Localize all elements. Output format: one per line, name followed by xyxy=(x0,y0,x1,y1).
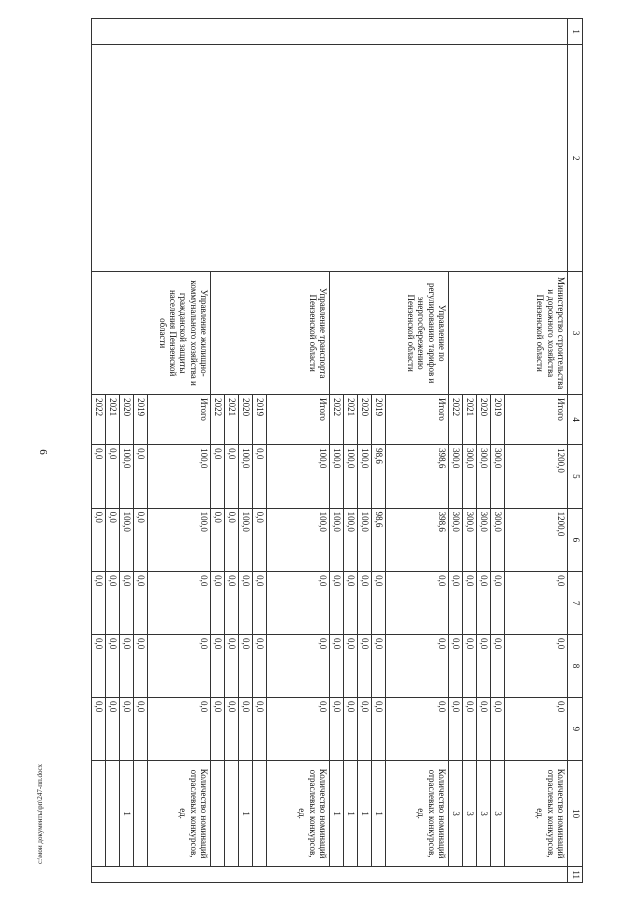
value-c9: 0,0 xyxy=(267,697,330,760)
col11-cell xyxy=(92,867,568,883)
value-c7: 0,0 xyxy=(449,572,463,635)
value-c7: 0,0 xyxy=(148,572,211,635)
value-c10: 1 xyxy=(372,760,386,867)
value-c10: 1 xyxy=(120,760,134,867)
value-c5: 100,0 xyxy=(239,445,253,509)
rotated-table-container xyxy=(90,18,583,883)
value-c8: 0,0 xyxy=(253,635,267,698)
value-c5: 100,0 xyxy=(148,445,211,509)
value-c7: 0,0 xyxy=(372,572,386,635)
value-c6: 1200,0 xyxy=(505,508,568,572)
department-name: Управление транспорта Пензенской области xyxy=(211,272,330,395)
value-c5: 0,0 xyxy=(225,445,239,509)
year-cell: 2021 xyxy=(106,395,120,445)
value-c7: 0,0 xyxy=(134,572,148,635)
value-c9: 0,0 xyxy=(386,697,449,760)
col2-cell xyxy=(92,45,568,272)
value-c5: 0,0 xyxy=(253,445,267,509)
total-label: Итого xyxy=(386,395,449,445)
value-c8: 0,0 xyxy=(505,635,568,698)
value-c5: 398,6 xyxy=(386,445,449,509)
value-c8: 0,0 xyxy=(372,635,386,698)
value-c10 xyxy=(225,760,239,867)
total-label: Итого xyxy=(148,395,211,445)
value-c6: 300,0 xyxy=(477,508,491,572)
value-c9: 0,0 xyxy=(120,697,134,760)
value-c10: 3 xyxy=(477,760,491,867)
year-cell: 2019 xyxy=(372,395,386,445)
col-header-2: 2 xyxy=(568,45,583,272)
department-name: Управление жилищно-коммунального хозяйства и гражданской защиты населения Пензенской области xyxy=(92,272,211,395)
year-cell: 2022 xyxy=(449,395,463,445)
value-c10 xyxy=(211,760,225,867)
value-c7: 0,0 xyxy=(225,572,239,635)
value-c5: 0,0 xyxy=(92,445,106,509)
value-c7: 0,0 xyxy=(120,572,134,635)
value-c10: 1 xyxy=(344,760,358,867)
value-c5: 0,0 xyxy=(134,445,148,509)
value-c7: 0,0 xyxy=(386,572,449,635)
value-c6: 0,0 xyxy=(225,508,239,572)
value-c10 xyxy=(134,760,148,867)
value-c8: 0,0 xyxy=(120,635,134,698)
value-c7: 0,0 xyxy=(463,572,477,635)
value-c8: 0,0 xyxy=(386,635,449,698)
year-cell: 2021 xyxy=(463,395,477,445)
value-c6: 100,0 xyxy=(358,508,372,572)
value-c9: 0,0 xyxy=(372,697,386,760)
value-c9: 0,0 xyxy=(225,697,239,760)
year-cell: 2022 xyxy=(330,395,344,445)
value-c9: 0,0 xyxy=(134,697,148,760)
year-cell: 2019 xyxy=(491,395,505,445)
col-header-9: 9 xyxy=(568,697,583,760)
value-c5: 100,0 xyxy=(358,445,372,509)
year-cell: 2020 xyxy=(239,395,253,445)
col-header-8: 8 xyxy=(568,635,583,698)
value-c8: 0,0 xyxy=(225,635,239,698)
total-label: Итого xyxy=(505,395,568,445)
value-c9: 0,0 xyxy=(358,697,372,760)
value-c9: 0,0 xyxy=(211,697,225,760)
value-c6: 100,0 xyxy=(120,508,134,572)
value-c6: 100,0 xyxy=(344,508,358,572)
value-c8: 0,0 xyxy=(330,635,344,698)
value-c9: 0,0 xyxy=(92,697,106,760)
value-c6: 100,0 xyxy=(148,508,211,572)
footer-file-path: c:\мои документы\рп\247-пп.docx xyxy=(36,763,44,864)
value-c5: 1200,0 xyxy=(505,445,568,509)
value-c5: 300,0 xyxy=(491,445,505,509)
value-c10: 1 xyxy=(239,760,253,867)
value-c8: 0,0 xyxy=(449,635,463,698)
value-c8: 0,0 xyxy=(148,635,211,698)
value-c6: 100,0 xyxy=(267,508,330,572)
value-c6: 0,0 xyxy=(253,508,267,572)
value-c6: 0,0 xyxy=(92,508,106,572)
value-c6: 98,6 xyxy=(372,508,386,572)
value-c9: 0,0 xyxy=(477,697,491,760)
table-body xyxy=(92,19,568,883)
value-c9: 0,0 xyxy=(344,697,358,760)
value-c6: 100,0 xyxy=(239,508,253,572)
value-c7: 0,0 xyxy=(106,572,120,635)
year-cell: 2022 xyxy=(211,395,225,445)
value-c8: 0,0 xyxy=(358,635,372,698)
value-c10: 1 xyxy=(330,760,344,867)
table-row-total xyxy=(505,19,568,883)
value-c7: 0,0 xyxy=(477,572,491,635)
value-c5: 100,0 xyxy=(267,445,330,509)
value-c7: 0,0 xyxy=(505,572,568,635)
col-header-7: 7 xyxy=(568,572,583,635)
col1-cell xyxy=(92,19,568,45)
value-c6: 0,0 xyxy=(106,508,120,572)
value-c5: 0,0 xyxy=(106,445,120,509)
year-cell: 2021 xyxy=(344,395,358,445)
value-c9: 0,0 xyxy=(330,697,344,760)
value-c6: 100,0 xyxy=(330,508,344,572)
indicator-name: Количество номинаций отраслевых конкурсов, ед. xyxy=(267,760,330,867)
value-c8: 0,0 xyxy=(491,635,505,698)
value-c9: 0,0 xyxy=(449,697,463,760)
value-c5: 100,0 xyxy=(330,445,344,509)
value-c7: 0,0 xyxy=(344,572,358,635)
year-cell: 2020 xyxy=(477,395,491,445)
value-c5: 98,6 xyxy=(372,445,386,509)
value-c6: 0,0 xyxy=(134,508,148,572)
value-c5: 300,0 xyxy=(449,445,463,509)
value-c5: 300,0 xyxy=(477,445,491,509)
value-c9: 0,0 xyxy=(491,697,505,760)
col-header-4: 4 xyxy=(568,395,583,445)
year-cell: 2020 xyxy=(120,395,134,445)
value-c8: 0,0 xyxy=(134,635,148,698)
value-c8: 0,0 xyxy=(477,635,491,698)
value-c10: 3 xyxy=(463,760,477,867)
col-header-3: 3 xyxy=(568,272,583,395)
col-header-10: 10 xyxy=(568,760,583,867)
value-c8: 0,0 xyxy=(463,635,477,698)
value-c5: 100,0 xyxy=(344,445,358,509)
value-c8: 0,0 xyxy=(267,635,330,698)
value-c10: 3 xyxy=(449,760,463,867)
value-c6: 300,0 xyxy=(491,508,505,572)
year-cell: 2019 xyxy=(134,395,148,445)
department-name: Управление по регулированию тарифов и энергосбережению Пензенской области xyxy=(330,272,449,395)
col-header-6: 6 xyxy=(568,508,583,572)
value-c6: 300,0 xyxy=(463,508,477,572)
value-c9: 0,0 xyxy=(463,697,477,760)
value-c10 xyxy=(253,760,267,867)
value-c10: 3 xyxy=(491,760,505,867)
value-c6: 300,0 xyxy=(449,508,463,572)
value-c7: 0,0 xyxy=(330,572,344,635)
value-c10: 1 xyxy=(358,760,372,867)
indicator-name: Количество номинаций отраслевых конкурсов, ед. xyxy=(505,760,568,867)
col-header-11: 11 xyxy=(568,867,583,883)
year-cell: 2022 xyxy=(92,395,106,445)
value-c5: 100,0 xyxy=(120,445,134,509)
value-c8: 0,0 xyxy=(106,635,120,698)
value-c8: 0,0 xyxy=(344,635,358,698)
page-number: 6 xyxy=(36,449,49,455)
total-label: Итого xyxy=(267,395,330,445)
value-c9: 0,0 xyxy=(253,697,267,760)
value-c5: 300,0 xyxy=(463,445,477,509)
value-c7: 0,0 xyxy=(92,572,106,635)
column-number-row xyxy=(568,19,583,883)
value-c7: 0,0 xyxy=(491,572,505,635)
table-viewport xyxy=(90,18,583,883)
value-c7: 0,0 xyxy=(211,572,225,635)
value-c10 xyxy=(106,760,120,867)
value-c6: 0,0 xyxy=(211,508,225,572)
value-c8: 0,0 xyxy=(239,635,253,698)
value-c9: 0,0 xyxy=(505,697,568,760)
value-c7: 0,0 xyxy=(253,572,267,635)
indicator-name: Количество номинаций отраслевых конкурсов, ед. xyxy=(386,760,449,867)
budget-table xyxy=(91,18,583,883)
value-c7: 0,0 xyxy=(239,572,253,635)
col-header-1: 1 xyxy=(568,19,583,45)
value-c9: 0,0 xyxy=(106,697,120,760)
indicator-name: Количество номинаций отраслевых конкурсов, ед. xyxy=(148,760,211,867)
value-c9: 0,0 xyxy=(148,697,211,760)
department-name: Министерство строительства и дорожного хозяйства Пензенской области xyxy=(449,272,568,395)
col-header-5: 5 xyxy=(568,445,583,509)
value-c10 xyxy=(92,760,106,867)
year-cell: 2019 xyxy=(253,395,267,445)
value-c5: 0,0 xyxy=(211,445,225,509)
year-cell: 2021 xyxy=(225,395,239,445)
value-c8: 0,0 xyxy=(92,635,106,698)
value-c8: 0,0 xyxy=(211,635,225,698)
value-c9: 0,0 xyxy=(239,697,253,760)
year-cell: 2020 xyxy=(358,395,372,445)
value-c7: 0,0 xyxy=(358,572,372,635)
value-c7: 0,0 xyxy=(267,572,330,635)
value-c6: 398,6 xyxy=(386,508,449,572)
